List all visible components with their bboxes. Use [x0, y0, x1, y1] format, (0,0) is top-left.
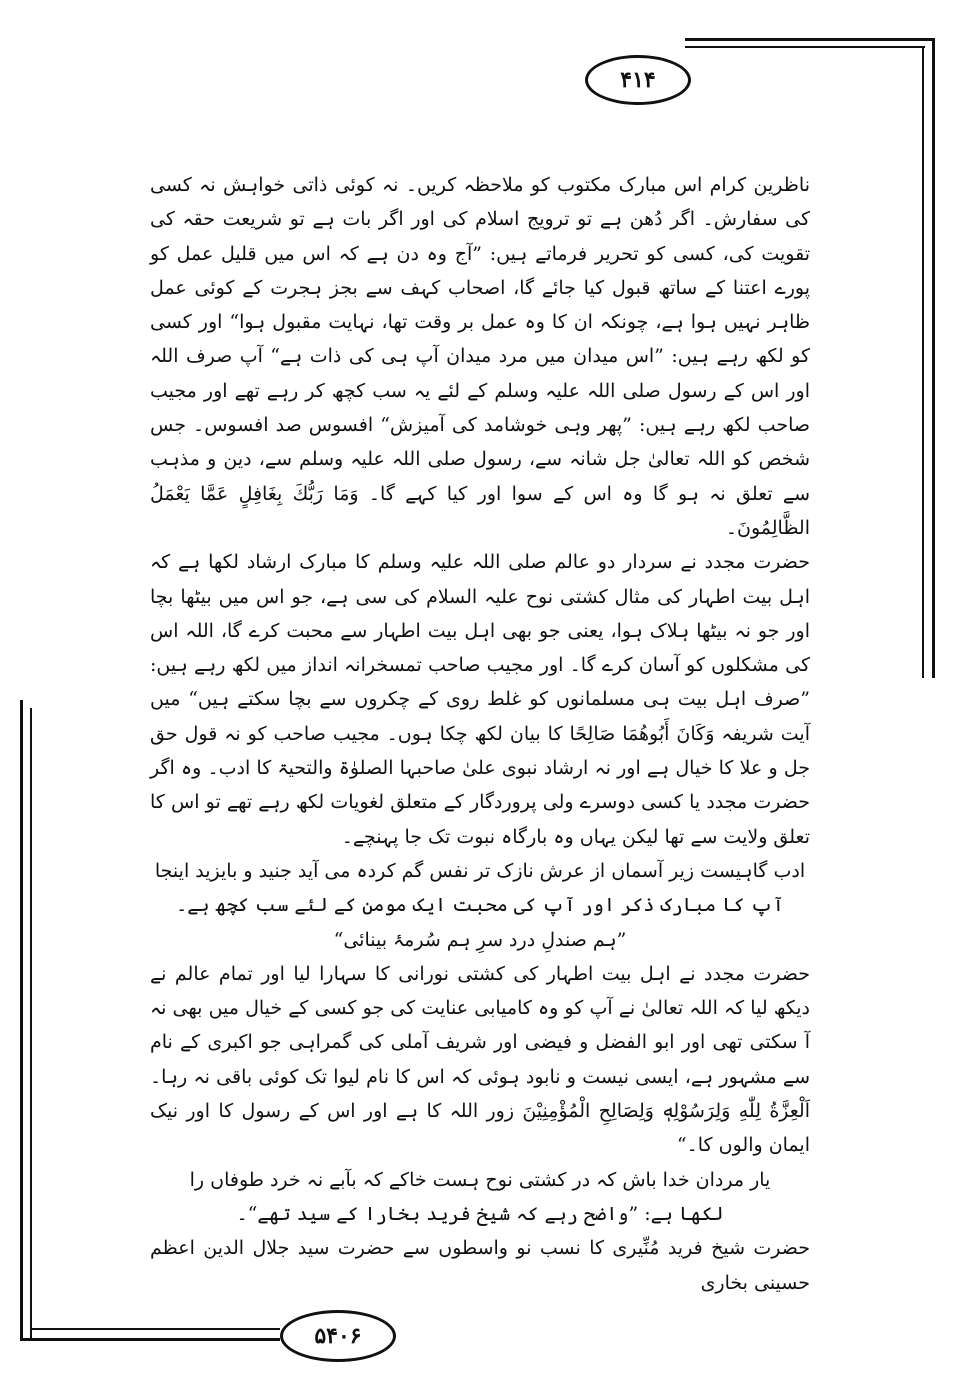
- frame-right-line-outer: [932, 38, 935, 678]
- top-page-number: [585, 55, 691, 105]
- frame-left-line-inner: [30, 708, 32, 1340]
- main-text: [150, 168, 810, 1300]
- bottom-page-number-text: ۵۴۰۶: [314, 1323, 362, 1349]
- verse-1-line-2: آپ کا مبارک ذکر اور آپ کی محبت ایک مومن کے لئے سب کچھ ہے۔: [176, 894, 784, 917]
- paragraph-2: حضرت مجدد نے سردار دو عالم صلی اللہ علیہ وسلم کا مبارک ارشاد لکھا ہے کہ اہل بیت اطہار کی مثال کشتی نوح علیہ السلام کی سی ہے، جو اس میں بیٹھا بچا اور جو نہ بیٹھا ہلاک ہوا، یعنی جو بھی اہل بیت اطہار سے محبت کرے گا، اللہ اس کی مشکلوں کو آسان کرے گا۔ اور مجیب صاحب تمسخرانہ انداز میں لکھ رہے ہیں: ”صرف اہل بیت ہی مسلمانوں کو غلط روی کے چکروں سے بچا سکتے ہیں“ میں آیت شریفہ وَكَانَ أَبُوهُمَا صَالِحًا کا بیان لکھ چکا ہوں۔ مجیب صاحب کو نہ قول حق جل و علا کا خیال ہے اور نہ ارشاد نبوی علیٰ صاحبہا الصلوٰۃ والتحیۃ کا ادب۔ وہ اگر حضرت مجدد یا کسی دوسرے ولی پروردگار کے متعلق لغویات لکھ رہے تھے تو اس کا تعلق ولایت سے تھا لیکن یہاں وہ بارگاہ نبوت تک جا پہنچے۔: [150, 551, 810, 848]
- verse-2-line-2: لکھا ہے: ”واضح رہے کہ شیخ فرید بخارا کے سید تھے“۔: [236, 1202, 724, 1225]
- frame-top-line-outer: [685, 38, 935, 41]
- verse-1-line-3: ”ہم صندلِ درد سرِ ہم سُرمۂ بینائی“: [333, 928, 627, 951]
- bottom-page-number: [280, 1310, 396, 1362]
- frame-left-line-outer: [20, 700, 23, 1340]
- paragraph-3: حضرت مجدد نے اہل بیت اطہار کی کشتی نورانی کا سہارا لیا اور تمام عالم نے دیکھ لیا کہ اللہ تعالیٰ نے آپ کو وہ کامیابی عنایت کی جو کسی کے خیال میں بھی نہ آ سکتی تھی اور ابو الفضل و فیضی اور شریف آملی کی گمراہی جو اکبری کے نام سے مشہور ہے، ایسی نیست و نابود ہوئی کہ اس کا نام لیوا تک کوئی باقی نہ رہا۔ اَلْعِزَّةُ لِلّٰهِ وَلِرَسُوْلِهٖ وَلِصَالِحِ الْمُؤْمِنِيْنَ زور اللہ کا ہے اور اس کے رسول کا اور نیک ایمان والوں کا۔“: [150, 962, 810, 1157]
- frame-bottom-line-outer: [20, 1338, 280, 1341]
- frame-top-line-inner: [685, 46, 925, 48]
- top-page-number-text: ۴۱۴: [620, 67, 656, 93]
- verse-2-line-1: یار مردان خدا باش کہ در کشتی نوح ہست خاکے کہ بآبے نہ خرد طوفاں را: [189, 1168, 771, 1191]
- frame-right-line-inner: [922, 46, 924, 678]
- frame-bottom-line-inner: [30, 1328, 280, 1330]
- paragraph-1: ناظرین کرام اس مبارک مکتوب کو ملاحظہ کریں۔ نہ کوئی ذاتی خواہش نہ کسی کی سفارش۔ اگر دُھن ہے تو ترویج اسلام کی اور اگر بات ہے تو شریعت حقہ کی تقویت کی، کسی کو تحریر فرماتے ہیں: ”آج وہ دن ہے کہ اس میں قلیل عمل کو پورے اعتنا کے ساتھ قبول کیا جائے گا، اصحاب کہف سے بجز ہجرت کے کوئی عمل ظاہر نہیں ہوا ہے، چونکہ ان کا وہ عمل بر وقت تھا، نہایت مقبول ہوا“ اور کسی کو لکھ رہے ہیں: ”اس میدان میں مرد میدان آپ ہی کی ذات ہے“ آپ صرف اللہ اور اس کے رسول صلی اللہ علیہ وسلم کے لئے یہ سب کچھ کر رہے تھے اور مجیب صاحب لکھ رہے ہیں: ”پھر وہی خوشامد کی آمیزش“ افسوس صد افسوس۔ جس شخص کو اللہ تعالیٰ جل شانہ سے، رسول صلی اللہ علیہ وسلم سے، دین و مذہب سے تعلق نہ ہو گا وہ اس کے سوا اور کیا کہے گا۔ وَمَا رَبُّكَ بِغَافِلٍ عَمَّا يَعْمَلُ الظَّالِمُونَ۔: [150, 174, 810, 539]
- paragraph-4: حضرت شیخ فرید مُنِّیری کا نسب نو واسطوں سے حضرت سید جلال الدین اعظم حسینی بخاری: [150, 1237, 810, 1294]
- verse-1-line-1: ادب گاہیست زیر آسماں از عرش نازک تر نفس گم کردہ می آید جنید و بایزید اینجا: [154, 859, 806, 882]
